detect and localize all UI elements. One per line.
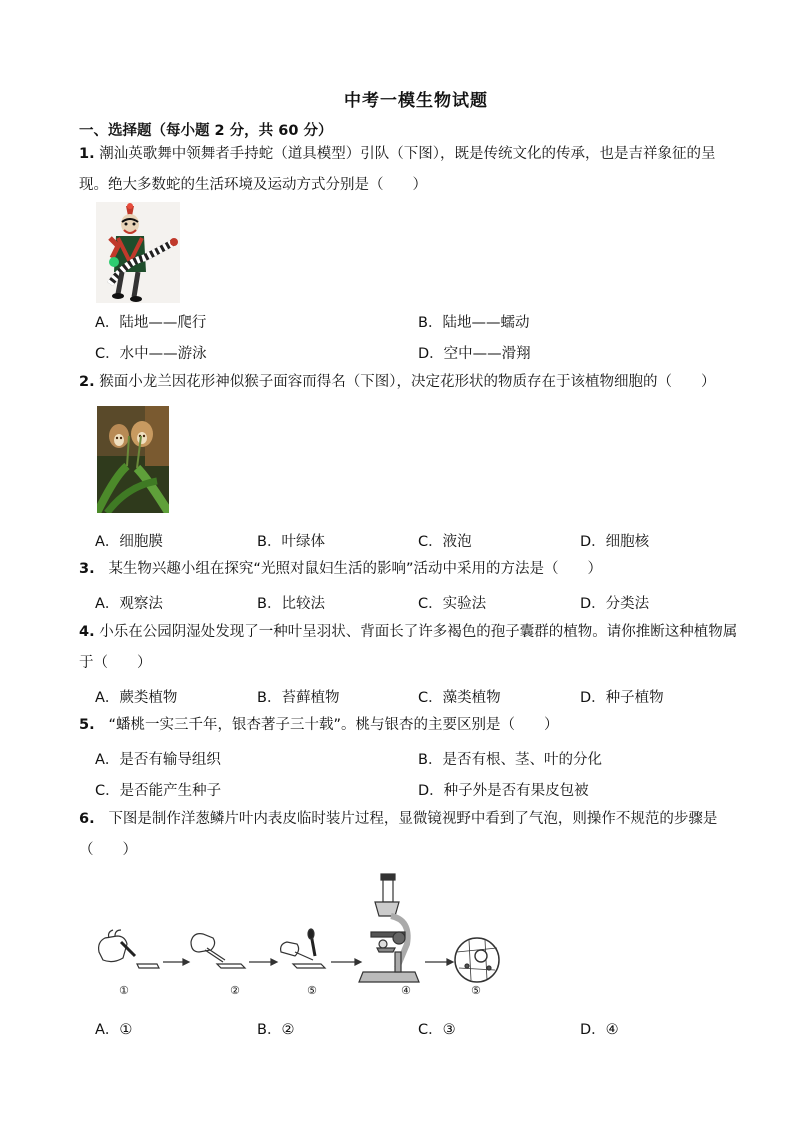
option-b[interactable]: B．叶绿体 (257, 534, 325, 550)
step-label-2: ② (230, 984, 240, 997)
step-3-drawing (281, 929, 325, 968)
option-c[interactable]: C．液泡 (418, 534, 472, 550)
option-b[interactable]: B．② (257, 1022, 295, 1038)
option-d[interactable]: D．种子植物 (580, 690, 664, 706)
option-c[interactable]: C．实验法 (418, 596, 487, 612)
option-b[interactable]: B．陆地——蠕动 (418, 315, 530, 331)
option-d[interactable]: D．种子外是否有果皮包被 (418, 783, 589, 799)
question-1 (79, 139, 749, 201)
question-number: 6. (79, 811, 95, 827)
question-2 (79, 367, 749, 398)
option-d[interactable]: D．分类法 (580, 596, 650, 612)
question-number: 5. (79, 717, 95, 733)
step-label-1: ① (119, 984, 129, 997)
question-text: 某生物兴趣小组在探究“光照对鼠妇生活的影响”活动中采用的方法是（ ） (108, 561, 602, 577)
option-b[interactable]: B．是否有根、茎、叶的分化 (418, 752, 602, 768)
question-text: 潮汕英歌舞中领舞者手持蛇（道具模型）引队（下图），既是传统文化的传承，也是吉祥象征的呈 (99, 146, 716, 162)
question-4 (79, 617, 749, 679)
question-number: 4. (79, 624, 95, 640)
question-number: 2. (79, 374, 95, 390)
option-a[interactable]: A．蕨类植物 (95, 690, 178, 706)
step-2-drawing (191, 934, 245, 968)
step-label-5: ⑤ (471, 984, 481, 997)
slide-preparation-figure (95, 872, 515, 1004)
option-c[interactable]: C．是否能产生种子 (95, 783, 222, 799)
option-c[interactable]: C．藻类植物 (418, 690, 501, 706)
question-text: 下图是制作洋葱鳞片叶内表皮临时装片过程，显微镜视野中看到了气泡，则操作不规范的步骤是 (108, 811, 718, 827)
question-text: 现。绝大多数蛇的生活环境及运动方式分别是（ ） (79, 177, 427, 193)
option-d[interactable]: D．空中——滑翔 (418, 346, 531, 362)
option-d[interactable]: D．④ (580, 1022, 619, 1038)
question-5 (79, 710, 749, 741)
page-title: 中考一模生物试题 (344, 91, 488, 111)
option-c[interactable]: C．③ (418, 1022, 456, 1038)
question-number: 1. (79, 146, 95, 162)
option-c[interactable]: C．水中——游泳 (95, 346, 207, 362)
section-heading: 一、选择题（每小题 2 分，共 60 分） (79, 123, 333, 139)
field-of-view-drawing (455, 938, 499, 982)
option-d[interactable]: D．细胞核 (580, 534, 650, 550)
step-label-3: ⑤ (307, 984, 317, 997)
question-text: 小乐在公园阴湿处发现了一种叶呈羽状、背面长了许多褐色的孢子囊群的植物。请你推断这种植物属 (99, 624, 738, 640)
microscope-drawing (359, 874, 419, 982)
option-a[interactable]: A．观察法 (95, 596, 163, 612)
question-text: （ ） (79, 842, 137, 858)
step-1-drawing (99, 930, 159, 968)
option-a[interactable]: A．细胞膜 (95, 534, 163, 550)
question-text: 猴面小龙兰因花形神似猴子面容而得名（下图），决定花形状的物质存在于该植物细胞的（ ） (99, 374, 716, 390)
yingge-snake-photo (96, 202, 180, 303)
question-text: 于（ ） (79, 655, 152, 671)
question-3 (79, 554, 749, 585)
step-label-4: ④ (401, 984, 411, 997)
question-number: 3. (79, 561, 95, 577)
question-6 (79, 804, 749, 866)
option-a[interactable]: A．是否有输导组织 (95, 752, 221, 768)
option-a[interactable]: A．① (95, 1022, 133, 1038)
option-b[interactable]: B．苔藓植物 (257, 690, 340, 706)
option-a[interactable]: A．陆地——爬行 (95, 315, 207, 331)
question-text: “蟠桃一实三千年，银杏著子三十载”。桃与银杏的主要区别是（ ） (108, 717, 559, 733)
monkey-orchid-photo (97, 406, 169, 513)
option-b[interactable]: B．比较法 (257, 596, 325, 612)
